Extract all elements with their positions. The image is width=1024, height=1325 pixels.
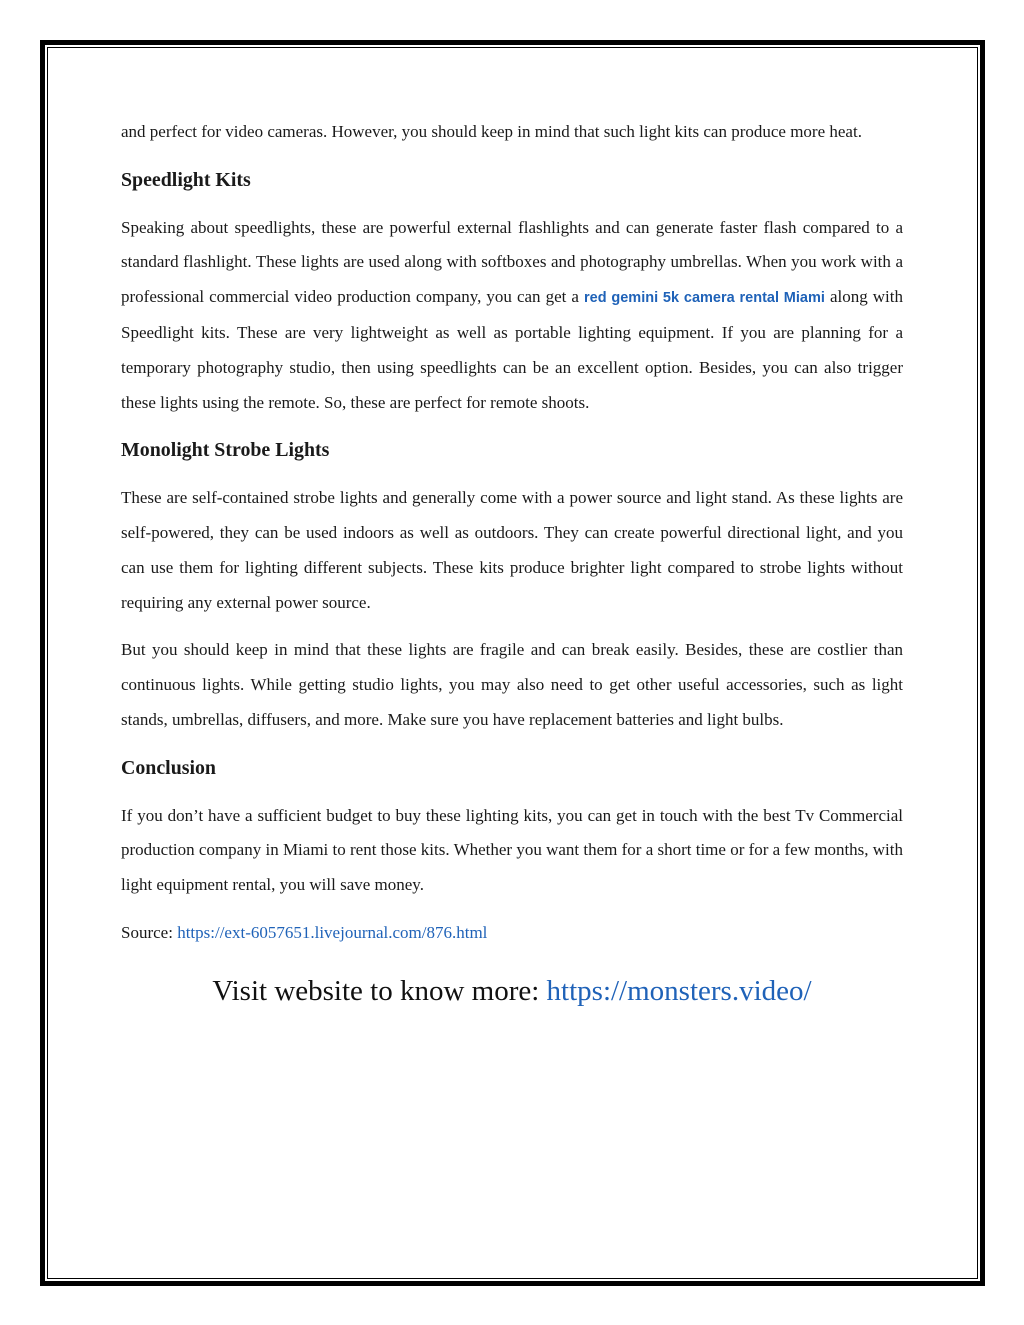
red-gemini-rental-link[interactable]: red gemini 5k camera rental Miami [584,290,825,307]
source-label: Source: [121,922,178,942]
conclusion-paragraph: If you don’t have a sufficient budget to buy these lighting kits, you can get in touch with the best Tv Commercial production company in Miami to rent those kits. Whether you want them for a short time or for a few months, with light equipment rental, you will save money. [121,805,903,895]
monolight-paragraph-2: But you should keep in mind that these lights are fragile and can break easily. Besides, these are costlier than continuous lights. While getting studio lights, you may also need to get other useful accessories, such as light stands, umbrellas, diffusers, and more. Make sure you have replacement batteries and light bulbs. [121,640,903,729]
source-line [121,916,903,951]
monolight-heading: Monolight Strobe Lights [121,439,330,462]
conclusion-heading: Conclusion [121,756,216,779]
speedlight-text-before: Speaking about speedlights, these are powerful external flashlights and can generate faster flash compared to a standard flashlight. These lights are used along with softboxes and photography umbrellas. When you work with a professional commercial video production company, you can get a [121,217,903,307]
source-link[interactable]: https://ext-6057651.livejournal.com/876.html [177,922,488,942]
speedlight-paragraph [121,211,903,421]
document-body [121,115,903,1011]
intro-paragraph: and perfect for video cameras. However, you should keep in mind that such light kits can produce more heat. [121,122,862,141]
monolight-paragraph-1: These are self-contained strobe lights and generally come with a power source and light stand. As these lights are self-powered, they can be used indoors as well as outdoors. They can create powerful directional light, and you can use them for lighting different subjects. These kits produce brighter light compared to strobe lights without requiring any external power source. [121,488,903,612]
visit-label: Visit website to know more: [212,974,547,1007]
visit-website-line [121,971,903,1011]
speedlight-heading: Speedlight Kits [121,168,251,191]
speedlight-text-after: along with Speedlight kits. These are very lightweight as well as portable lighting equipment. If you are planning for a temporary photography studio, then using speedlights can be an excellent option. Besides, you can also trigger these lights using the remote. So, these are perfect for remote shoots. [121,287,903,412]
monsters-video-link[interactable]: https://monsters.video/ [546,974,812,1007]
